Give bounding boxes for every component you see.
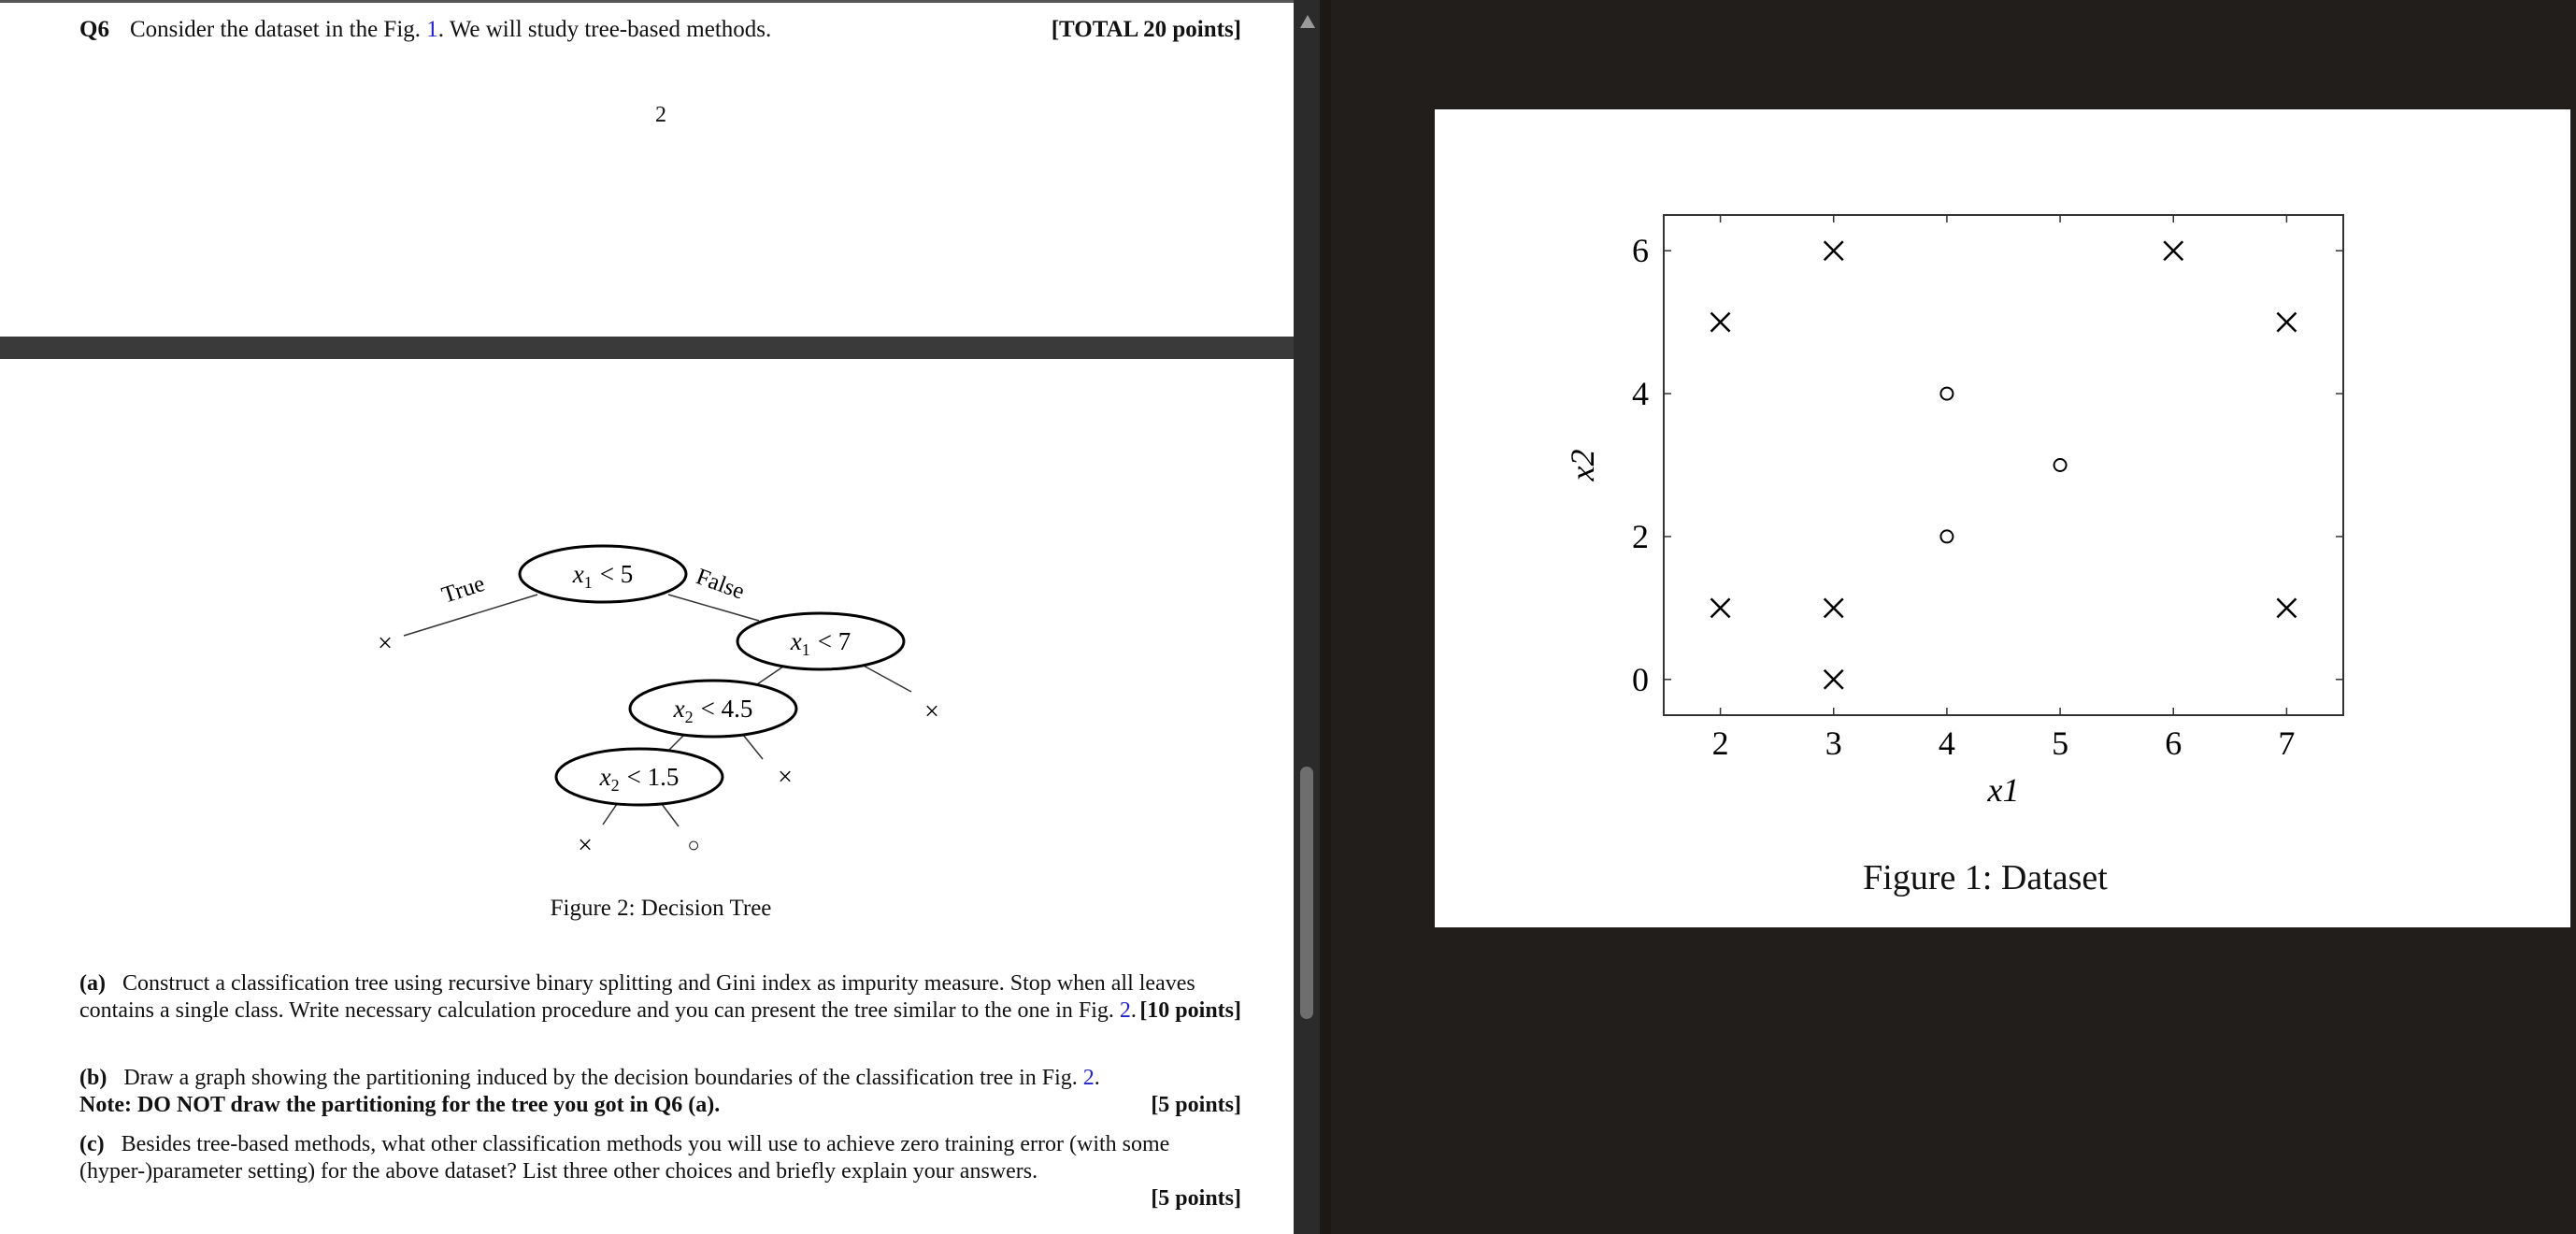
svg-text:x2< 1.5: $x_2 < 1.5$ <box>599 763 680 795</box>
y-tick-label: 6 <box>1632 232 1649 270</box>
tree-leaf-cross: × <box>924 697 939 726</box>
data-point-circle <box>1940 530 1953 542</box>
tree-edge <box>662 804 679 826</box>
data-point-cross <box>1711 313 1730 332</box>
data-point-cross <box>1825 241 1843 260</box>
part-c-label: (c) <box>79 1132 105 1156</box>
x-tick-label: 4 <box>1938 725 1955 762</box>
x-tick-label: 2 <box>1711 725 1729 762</box>
part-a: (a) Construct a classification tree using recursive binary splitting and Gini index as impurity measure. Stop when all leaves contains a single class. Write necessary calculation procedure and you can present the tree similar to the one in Fig. 2. [10 points] <box>79 971 1241 1023</box>
part-b-note: Note: DO NOT draw the partitioning for the tree you got in Q6 (a). <box>79 1093 721 1117</box>
data-point-circle <box>2054 459 2067 471</box>
page-top-edge <box>0 0 1294 3</box>
part-b-points: [5 points] <box>1151 1093 1241 1117</box>
question-text-tail: . We will study tree-based methods. <box>437 17 772 42</box>
part-c <box>79 1131 1241 1212</box>
figure-1-page <box>1435 109 2570 927</box>
tree-node-x1-lt-7 <box>737 613 904 669</box>
x-tick-label: 7 <box>2278 725 2296 762</box>
x-tick-label: 5 <box>2052 725 2069 762</box>
x-tick-label: 6 <box>2165 725 2182 762</box>
svg-text:x1< 7: $x_1 < 7$ <box>790 627 852 659</box>
tree-leaf-cross: × <box>378 629 393 658</box>
data-point-cross <box>2164 241 2182 260</box>
tree-node-x2-lt-1-5 <box>556 749 723 805</box>
scrollbar-thumb[interactable] <box>1300 767 1313 1019</box>
part-a-points: [10 points] <box>1139 998 1241 1023</box>
part-b: (b) Draw a graph showing the partitioning induced by the decision boundaries of the classification tree in Fig. 2. Note: DO NOT draw the partitioning for the tree you got in Q6 (a). [5 points] <box>79 1066 1241 1117</box>
part-b-text: Draw a graph showing the partitioning induced by the decision boundaries of the classification tree in Fig. <box>123 1066 1078 1090</box>
figure-1-caption: Figure 1: Dataset <box>1863 858 2108 897</box>
part-b-label: (b) <box>79 1066 107 1090</box>
tree-node-root <box>520 546 686 602</box>
tree-leaf-circle: ○ <box>687 833 700 856</box>
tree-edge <box>603 804 617 825</box>
part-c-points: [5 points] <box>1151 1186 1241 1211</box>
dataset-scatter-plot <box>1435 109 2570 927</box>
question-points: [TOTAL 20 points] <box>1051 17 1241 42</box>
scroll-up-arrow-icon[interactable] <box>1300 15 1315 28</box>
branch-label-true: True <box>438 570 488 609</box>
data-point-cross <box>1711 598 1730 617</box>
data-point-cross <box>1825 670 1843 689</box>
y-axis-label: x2 <box>1564 449 1601 481</box>
pdf-page-3 <box>0 359 1294 1234</box>
page-number: 2 <box>655 103 666 127</box>
y-tick-label: 2 <box>1632 517 1649 555</box>
figure-1-link[interactable]: 1 <box>426 17 438 42</box>
figure-2-caption: Figure 2: Decision Tree <box>550 896 772 921</box>
vertical-scrollbar[interactable] <box>1294 0 1320 1234</box>
question-header <box>79 17 1241 43</box>
question-text: Consider the dataset in the Fig. <box>129 17 422 42</box>
data-point-cross <box>2277 313 2296 332</box>
y-tick-label: 4 <box>1632 375 1649 413</box>
pdf-page-2 <box>0 0 1294 337</box>
tree-edge-false <box>668 595 759 621</box>
tree-leaf-cross: × <box>578 831 593 860</box>
part-a-label: (a) <box>79 971 106 996</box>
x-tick-label: 3 <box>1825 725 1842 762</box>
tree-edge <box>743 735 763 759</box>
y-tick-label: 0 <box>1632 660 1649 698</box>
tree-edge <box>757 667 783 684</box>
data-point-cross <box>2277 598 2296 617</box>
branch-label-false: False <box>693 564 748 605</box>
data-point-cross <box>1825 598 1843 617</box>
tree-node-x2-lt-4-5 <box>630 681 796 737</box>
pane-divider[interactable] <box>1320 0 1331 1234</box>
x-axis-label: x1 <box>1987 771 2020 809</box>
svg-text:x1< 5: $x_1 < 5$ <box>572 560 634 592</box>
data-point-circle <box>1940 388 1953 400</box>
part-a-text: Construct a classification tree using recursive binary splitting and Gini index as impurity measure. Stop when all leaves contains a single class. Write necessary calculation procedure and you can present the tree similar to the one in Fig. <box>79 971 1195 1023</box>
decision-tree-figure <box>0 359 1294 920</box>
tree-leaf-cross: × <box>778 763 793 792</box>
svg-text:x2< 4.5: $x_2 < 4.5$ <box>673 695 753 726</box>
part-c-text: Besides tree-based methods, what other classification methods you will use to achieve zero training error (with some (hyper-)parameter setting) for the above dataset? List three other choices and briefly explain your answers. <box>79 1132 1170 1184</box>
plot-frame <box>1664 215 2343 715</box>
tree-edge <box>669 735 684 750</box>
tree-edge-true <box>404 595 537 636</box>
figure-2-link[interactable]: 2 <box>1119 998 1131 1023</box>
tree-edge <box>862 665 911 692</box>
question-label: Q6 <box>79 17 109 42</box>
figure-2-link[interactable]: 2 <box>1082 1066 1095 1090</box>
